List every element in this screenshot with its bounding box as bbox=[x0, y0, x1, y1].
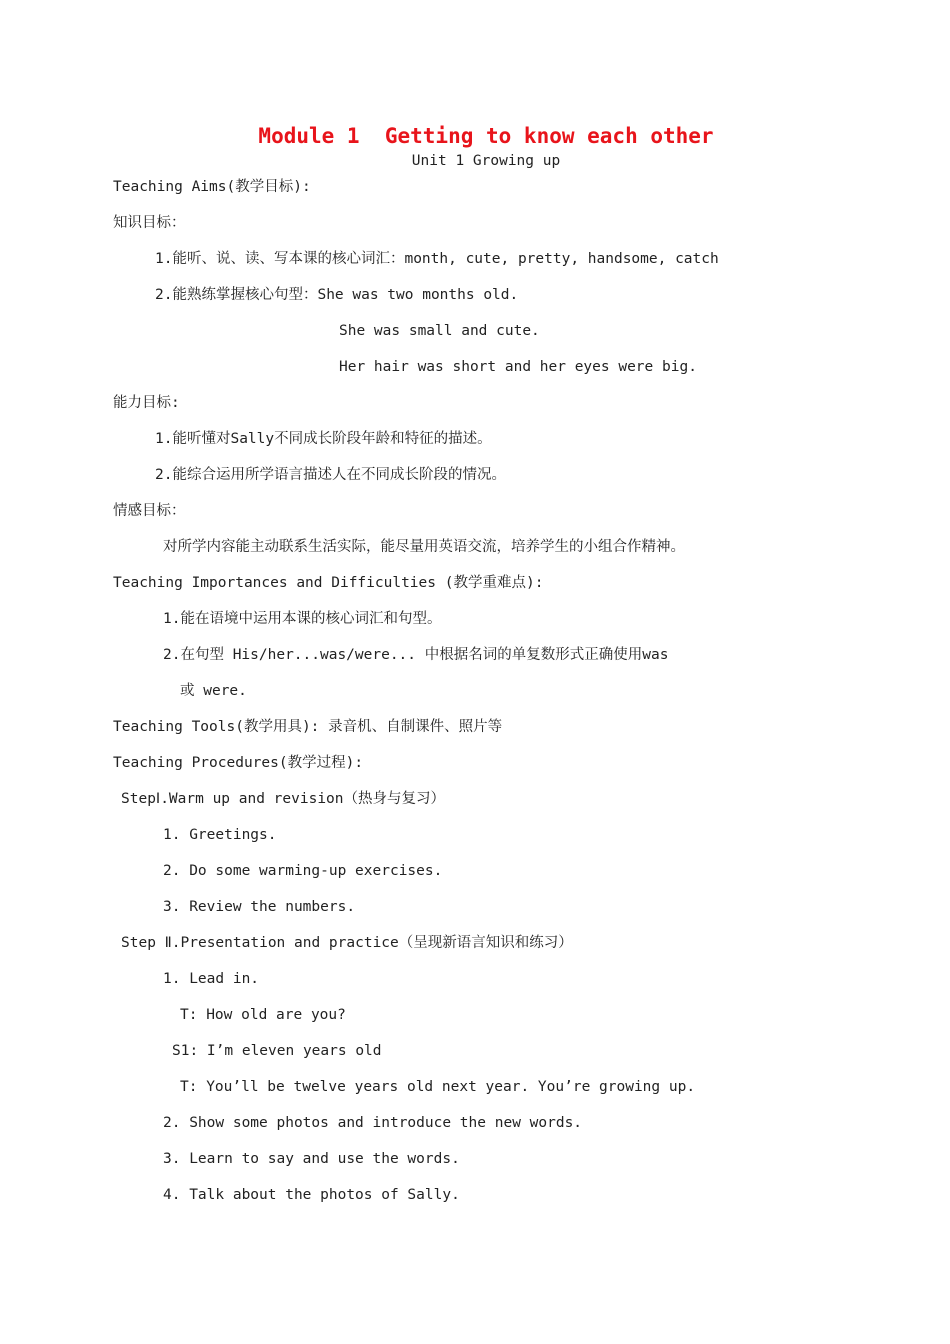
step-1-title: StepⅠ.Warm up and revision（热身与复习） bbox=[121, 791, 446, 807]
dialog-line-teacher: T: How old are you? bbox=[180, 1007, 346, 1023]
step-1-item: 2. Do some warming-up exercises. bbox=[163, 863, 443, 879]
knowledge-aim-1: 1.能听、说、读、写本课的核心词汇：month, cute, pretty, handsome, catch bbox=[155, 251, 719, 267]
emotion-aim-1: 对所学内容能主动联系生活实际，能尽量用英语交流，培养学生的小组合作精神。 bbox=[163, 539, 685, 555]
dialog-line-teacher: T: You’ll be twelve years old next year. You’re growing up. bbox=[180, 1079, 696, 1095]
step-1-item: 1. Greetings. bbox=[163, 827, 277, 843]
emotion-aims-heading: 情感目标： bbox=[113, 503, 186, 519]
importance-item-2-continued: 或 were. bbox=[180, 683, 247, 699]
knowledge-aim-2-sentence-c: Her hair was short and her eyes were big. bbox=[339, 359, 697, 375]
procedures-heading: Teaching Procedures(教学过程): bbox=[113, 755, 364, 771]
knowledge-aim-2: 2.能熟练掌握核心句型：She was two months old. bbox=[155, 287, 519, 303]
step-2-item-1: 1. Lead in. bbox=[163, 971, 260, 987]
knowledge-aim-2-sentence-b: She was small and cute. bbox=[339, 323, 540, 339]
dialog-line-student: S1: I’m eleven years old bbox=[172, 1043, 382, 1059]
ability-aim-1: 1.能听懂对Sally不同成长阶段年龄和特征的描述。 bbox=[155, 431, 492, 447]
teaching-aims-heading: Teaching Aims(教学目标): bbox=[113, 179, 311, 195]
step-2-title: Step Ⅱ.Presentation and practice（呈现新语言知识和练习） bbox=[121, 935, 573, 951]
step-2-item-3: 3. Learn to say and use the words. bbox=[163, 1151, 460, 1167]
step-1-item: 3. Review the numbers. bbox=[163, 899, 356, 915]
ability-aim-2: 2.能综合运用所学语言描述人在不同成长阶段的情况。 bbox=[155, 467, 506, 483]
step-2-item-4: 4. Talk about the photos of Sally. bbox=[163, 1187, 460, 1203]
ability-aims-heading: 能力目标: bbox=[113, 395, 180, 411]
importance-item-2: 2.在句型 His/her...was/were... 中根据名词的单复数形式正确使用was bbox=[163, 647, 669, 663]
page-title: Module 1 Getting to know each other bbox=[258, 124, 714, 148]
importances-heading: Teaching Importances and Difficulties (教学重难点): bbox=[113, 575, 544, 591]
importance-item-1: 1.能在语境中运用本课的核心词汇和句型。 bbox=[163, 611, 442, 627]
page-subtitle: Unit 1 Growing up bbox=[411, 153, 561, 169]
step-2-item-2: 2. Show some photos and introduce the new words. bbox=[163, 1115, 583, 1131]
teaching-tools: Teaching Tools(教学用具): 录音机、自制课件、照片等 bbox=[113, 719, 503, 735]
knowledge-aims-heading: 知识目标： bbox=[113, 215, 186, 231]
